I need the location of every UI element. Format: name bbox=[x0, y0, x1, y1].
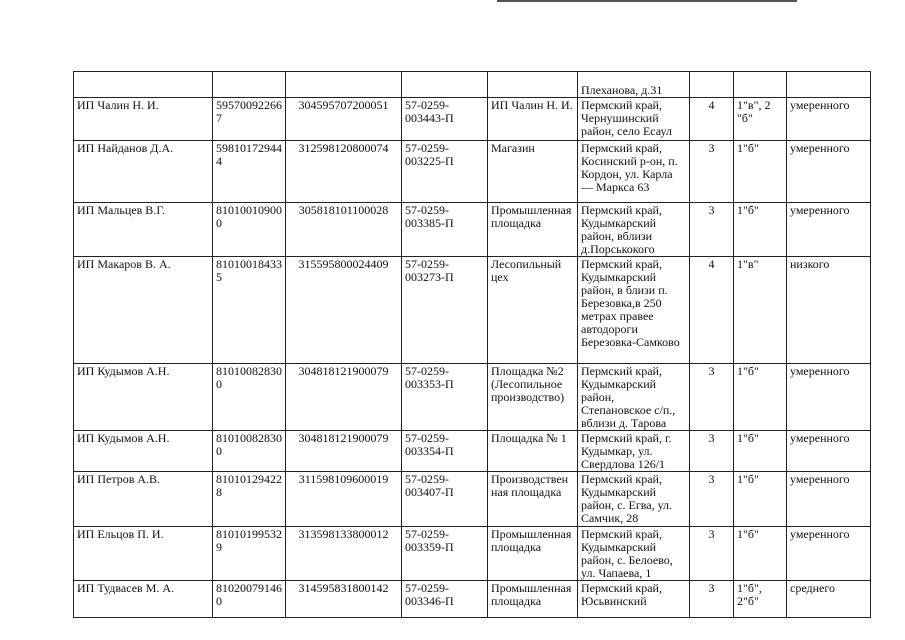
cell-count: 3 bbox=[690, 141, 734, 203]
cell-ogrn: 304818121900079 bbox=[286, 364, 402, 431]
cell-name: ИП Ельцов П. И. bbox=[74, 527, 213, 581]
cell-category: 1"в", 2 "б" bbox=[734, 98, 787, 141]
cell-object: Магазин bbox=[488, 141, 578, 203]
cell-address: Пермский край, Чернушинский район, село Есаул bbox=[578, 98, 690, 141]
cell-risk: умеренного bbox=[787, 472, 871, 527]
cell-risk: умеренного bbox=[787, 98, 871, 141]
cell-risk: низкого bbox=[787, 257, 871, 364]
cell-inn: 810101995329 bbox=[213, 527, 286, 581]
cell-reg: 57-0259-003407-П bbox=[402, 472, 488, 527]
registry-table bbox=[73, 71, 871, 618]
cell-name: ИП Кудымов А.Н. bbox=[74, 364, 213, 431]
cell-ogrn: 315595800024409 bbox=[286, 257, 402, 364]
cell-risk: умеренного bbox=[787, 527, 871, 581]
cell-name: ИП Тудвасев М. А. bbox=[74, 581, 213, 618]
cell-inn: 810100109000 bbox=[213, 203, 286, 257]
table-row bbox=[74, 98, 871, 141]
cell-risk: умеренного bbox=[787, 364, 871, 431]
cell-risk: среднего bbox=[787, 581, 871, 618]
cell-name: ИП Петров А.В. bbox=[74, 472, 213, 527]
cell-inn: 810101294228 bbox=[213, 472, 286, 527]
table-row bbox=[74, 527, 871, 581]
cell-category: 1"б" bbox=[734, 364, 787, 431]
cell-name: ИП Чалин Н. И. bbox=[74, 98, 213, 141]
cell-address: Пермский край, Кудымкарский район, с. Егва, ул. Самчик, 28 bbox=[578, 472, 690, 527]
cell-inn: 810100828300 bbox=[213, 364, 286, 431]
cell-empty bbox=[74, 72, 213, 98]
cell-inn: 810100828300 bbox=[213, 431, 286, 472]
cell-object: Лесопильный цех bbox=[488, 257, 578, 364]
cell-ogrn: 304595707200051 bbox=[286, 98, 402, 141]
cell-count: 3 bbox=[690, 472, 734, 527]
table-row bbox=[74, 141, 871, 203]
cell-name: ИП Мальцев В.Г. bbox=[74, 203, 213, 257]
table-row bbox=[74, 581, 871, 618]
cell-reg: 57-0259-003346-П bbox=[402, 581, 488, 618]
cell-address: Пермский край, Юсьвинский bbox=[578, 581, 690, 618]
cell-name: ИП Найданов Д.А. bbox=[74, 141, 213, 203]
continuation-row bbox=[74, 72, 871, 98]
cell-empty bbox=[734, 72, 787, 98]
cell-category: 1"б" bbox=[734, 203, 787, 257]
cell-reg: 57-0259-003443-П bbox=[402, 98, 488, 141]
cell-ogrn: 313598133800012 bbox=[286, 527, 402, 581]
cell-reg: 57-0259-003359-П bbox=[402, 527, 488, 581]
cell-ogrn: 314595831800142 bbox=[286, 581, 402, 618]
cell-count: 4 bbox=[690, 257, 734, 364]
cell-risk: умеренного bbox=[787, 431, 871, 472]
cell-address: Пермский край, Кудымкарский район, Степановское с/п., вблизи д. Тарова bbox=[578, 364, 690, 431]
cell-count: 3 bbox=[690, 581, 734, 618]
cell-inn: 595700922667 bbox=[213, 98, 286, 141]
table-row bbox=[74, 257, 871, 364]
cell-inn: 810100184335 bbox=[213, 257, 286, 364]
cell-empty bbox=[213, 72, 286, 98]
cell-empty bbox=[690, 72, 734, 98]
table-row bbox=[74, 472, 871, 527]
cell-ogrn: 304818121900079 bbox=[286, 431, 402, 472]
cell-count: 4 bbox=[690, 98, 734, 141]
cell-name: ИП Макаров В. А. bbox=[74, 257, 213, 364]
cell-inn: 598101729444 bbox=[213, 141, 286, 203]
cell-address: Плеханова, д.31 bbox=[578, 72, 690, 98]
cell-ogrn: 305818101100028 bbox=[286, 203, 402, 257]
cell-category: 1"б", 2"б" bbox=[734, 581, 787, 618]
cell-empty bbox=[488, 72, 578, 98]
cell-object: Площадка № 1 bbox=[488, 431, 578, 472]
table-row bbox=[74, 431, 871, 472]
cell-address: Пермский край, г. Кудымкар, ул. Свердлова 126/1 bbox=[578, 431, 690, 472]
cell-object: Промышленная площадка bbox=[488, 581, 578, 618]
cell-inn: 810200791460 bbox=[213, 581, 286, 618]
cell-reg: 57-0259-003353-П bbox=[402, 364, 488, 431]
cell-reg: 57-0259-003354-П bbox=[402, 431, 488, 472]
cell-object: Промышленная площадка bbox=[488, 203, 578, 257]
cell-count: 3 bbox=[690, 203, 734, 257]
cell-empty bbox=[787, 72, 871, 98]
cell-object: Промышленная площадка bbox=[488, 527, 578, 581]
cell-object: Производственная площадка bbox=[488, 472, 578, 527]
cell-count: 3 bbox=[690, 364, 734, 431]
cell-ogrn: 311598109600019 bbox=[286, 472, 402, 527]
scan-artifact-top bbox=[497, 0, 797, 2]
cell-empty bbox=[402, 72, 488, 98]
cell-category: 1"б" bbox=[734, 527, 787, 581]
cell-count: 3 bbox=[690, 431, 734, 472]
table-row bbox=[74, 203, 871, 257]
cell-category: 1"б" bbox=[734, 472, 787, 527]
cell-ogrn: 312598120800074 bbox=[286, 141, 402, 203]
cell-category: 1"б" bbox=[734, 431, 787, 472]
cell-category: 1"в" bbox=[734, 257, 787, 364]
cell-reg: 57-0259-003273-П bbox=[402, 257, 488, 364]
cell-empty bbox=[286, 72, 402, 98]
cell-reg: 57-0259-003225-П bbox=[402, 141, 488, 203]
cell-count: 3 bbox=[690, 527, 734, 581]
cell-object: Площадка №2 (Лесопильное производство) bbox=[488, 364, 578, 431]
cell-address: Пермский край, Косинский р-он, п. Кордон, ул. Карла — Маркса 63 bbox=[578, 141, 690, 203]
cell-object: ИП Чалин Н. И. bbox=[488, 98, 578, 141]
cell-address: Пермский край, Кудымкарский район, в близи п. Березовка,в 250 метрах правее автодороги Березовка-Самково bbox=[578, 257, 690, 364]
cell-address: Пермский край, Кудымкарский район, вблизи д.Порськокого bbox=[578, 203, 690, 257]
cell-address: Пермский край, Кудымкарский район, с. Белоево, ул. Чапаева, 1 bbox=[578, 527, 690, 581]
cell-reg: 57-0259-003385-П bbox=[402, 203, 488, 257]
cell-category: 1"б" bbox=[734, 141, 787, 203]
cell-risk: умеренного bbox=[787, 141, 871, 203]
table-row bbox=[74, 364, 871, 431]
cell-name: ИП Кудымов А.Н. bbox=[74, 431, 213, 472]
cell-risk: умеренного bbox=[787, 203, 871, 257]
